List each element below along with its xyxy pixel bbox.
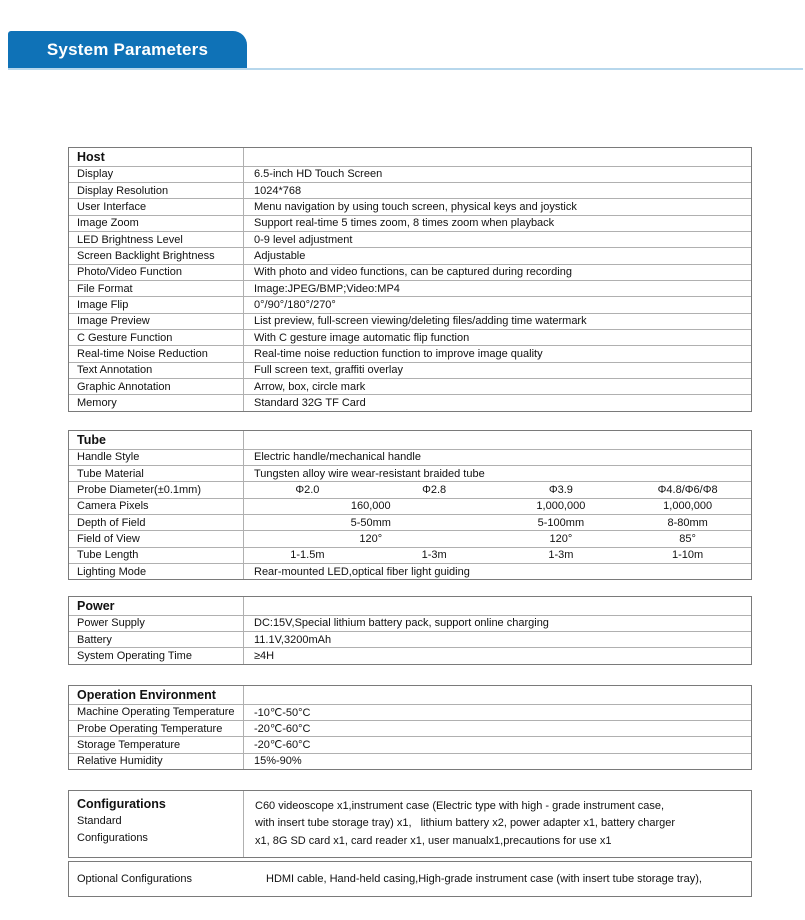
section-header-row (69, 597, 751, 615)
table-row (69, 736, 751, 752)
spec-label: Tube Material (69, 466, 244, 481)
spec-value-line: x1, 8G SD card x1, card reader x1, user manualx1,precautions for use x1 (255, 834, 612, 847)
spec-label: Lighting Mode (69, 564, 244, 579)
standard-configurations-row (69, 791, 751, 857)
grid-cell: 1-3m (548, 549, 574, 562)
table-row (69, 231, 751, 247)
spec-value: 15%-90% (254, 755, 302, 768)
header-empty-cell (244, 597, 751, 615)
spec-value: 0°/90°/180°/270° (254, 298, 336, 311)
spec-value: Adjustable (254, 249, 306, 262)
spec-value: Electric handle/mechanical handle (254, 451, 421, 464)
table-row (69, 514, 751, 530)
table-row (69, 615, 751, 631)
section-title-configurations: Configurations (77, 797, 166, 811)
host-section (68, 147, 752, 412)
table-row (69, 215, 751, 231)
grid-cell: 160,000 (350, 500, 391, 513)
spec-label: Text Annotation (69, 363, 244, 378)
spec-label: System Operating Time (69, 648, 244, 663)
spec-label: Storage Temperature (69, 737, 244, 752)
power-section (68, 596, 752, 665)
table-row (69, 563, 751, 579)
spec-label: Handle Style (69, 450, 244, 465)
spec-grid-values (244, 548, 751, 563)
spec-label (69, 791, 244, 857)
table-row (69, 631, 751, 647)
spec-label: Relative Humidity (69, 754, 244, 769)
table-row (69, 720, 751, 736)
table-row (69, 264, 751, 280)
grid-cell: 85° (679, 532, 696, 545)
spec-label: Probe Diameter(±0.1mm) (69, 482, 244, 497)
spec-label: Graphic Annotation (69, 379, 244, 394)
section-title-tube: Tube (69, 431, 244, 449)
table-row (69, 449, 751, 465)
spec-label: Tube Length (69, 548, 244, 563)
spec-label: User Interface (69, 199, 244, 214)
spec-value: Menu navigation by using touch screen, physical keys and joystick (254, 200, 577, 213)
grid-cell: 5-100mm (537, 516, 585, 529)
page-title: System Parameters (46, 39, 209, 59)
grid-cell: Φ2.0 (295, 483, 320, 496)
spec-value: 11.1V,3200mAh (254, 633, 332, 646)
header-empty-cell (244, 686, 751, 704)
spec-value: HDMI cable, Hand-held casing,High-grade instrument case (with insert tube storage tray), (266, 873, 702, 885)
section-header-row (69, 431, 751, 449)
table-row (69, 198, 751, 214)
spec-value: -20℃-60°C (254, 739, 311, 752)
optional-configurations-section (68, 861, 752, 897)
grid-cell: 1-1.5m (290, 549, 325, 562)
table-row (69, 547, 751, 563)
spec-label: Battery (69, 632, 244, 647)
table-row (69, 296, 751, 312)
spec-value: Image:JPEG/BMP;Video:MP4 (254, 282, 400, 295)
spec-label: Real-time Noise Reduction (69, 346, 244, 361)
header-empty-cell (244, 148, 751, 166)
header-empty-cell (244, 431, 751, 449)
table-row (69, 329, 751, 345)
spec-grid-values (244, 482, 751, 497)
grid-cell: 120° (549, 532, 573, 545)
spec-value: Support real-time 5 times zoom, 8 times zoom when playback (254, 217, 555, 230)
table-row (69, 280, 751, 296)
table-row (69, 362, 751, 378)
grid-cell: 1,000,000 (663, 500, 713, 513)
spec-label: Memory (69, 395, 244, 410)
section-header-row (69, 686, 751, 704)
spec-value: Tungsten alloy wire wear-resistant braided tube (254, 467, 485, 480)
table-row (69, 166, 751, 182)
spec-grid-values (244, 531, 751, 546)
table-row (69, 313, 751, 329)
spec-value: 6.5-inch HD Touch Screen (254, 168, 383, 181)
spec-label: File Format (69, 281, 244, 296)
grid-cell: 8-80mm (667, 516, 708, 529)
spec-value-line: C60 videoscope x1,instrument case (Electric type with high - grade instrument case, (255, 799, 665, 812)
spec-value: -20℃-60°C (254, 723, 311, 736)
spec-label: Camera Pixels (69, 499, 244, 514)
table-row (69, 378, 751, 394)
spec-grid-values (244, 515, 751, 530)
banner-underline (8, 68, 803, 70)
grid-cell: Φ3.9 (548, 483, 573, 496)
grid-cell: 1-3m (421, 549, 447, 562)
spec-label: Photo/Video Function (69, 265, 244, 280)
spec-value: Arrow, box, circle mark (254, 380, 366, 393)
section-title-power: Power (69, 597, 244, 615)
table-row (69, 704, 751, 720)
table-row (69, 753, 751, 769)
spec-label: Image Flip (69, 297, 244, 312)
spec-value: Standard 32G TF Card (254, 396, 366, 409)
spec-value-line: with insert tube storage tray) x1, lithium battery x2, power adapter x1, battery charger (255, 817, 676, 830)
table-row (69, 345, 751, 361)
section-title-environment: Operation Environment (69, 686, 244, 704)
spec-value (244, 791, 751, 857)
grid-cell: 5-50mm (350, 516, 391, 529)
grid-cell: 1,000,000 (536, 500, 586, 513)
spec-label-line: Standard (77, 815, 122, 827)
spec-value: -10℃-50°C (254, 706, 311, 719)
spec-label: Optional Configurations (77, 873, 192, 885)
spec-label: Depth of Field (69, 515, 244, 530)
spec-label: Display Resolution (69, 183, 244, 198)
section-title-host: Host (69, 148, 244, 166)
tube-section (68, 430, 752, 580)
configurations-section (68, 790, 752, 858)
table-row (69, 465, 751, 481)
spec-value: 0-9 level adjustment (254, 233, 353, 246)
spec-label: C Gesture Function (69, 330, 244, 345)
table-row (69, 647, 751, 663)
spec-value: With photo and video functions, can be captured during recording (254, 266, 572, 279)
table-row (69, 481, 751, 497)
table-row (69, 182, 751, 198)
section-header-row (69, 148, 751, 166)
spec-value: 1024*768 (254, 184, 302, 197)
spec-label: Image Zoom (69, 216, 244, 231)
spec-label: Power Supply (69, 616, 244, 631)
table-row (69, 530, 751, 546)
spec-label: LED Brightness Level (69, 232, 244, 247)
spec-value: Full screen text, graffiti overlay (254, 364, 403, 377)
spec-value: DC:15V,Special lithium battery pack, support online charging (254, 617, 549, 630)
grid-cell: Φ2.8 (422, 483, 447, 496)
spec-label: Machine Operating Temperature (69, 705, 244, 720)
spec-label: Screen Backlight Brightness (69, 248, 244, 263)
grid-cell: 1-10m (672, 549, 704, 562)
optional-configurations-row (69, 862, 751, 896)
spec-value: With C gesture image automatic flip function (254, 331, 470, 344)
spec-label: Probe Operating Temperature (69, 721, 244, 736)
spec-value: ≥4H (254, 649, 275, 662)
environment-section (68, 685, 752, 770)
table-row (69, 247, 751, 263)
table-row (69, 394, 751, 410)
spec-value: Rear-mounted LED,optical fiber light guiding (254, 565, 470, 578)
grid-cell: Φ4.8/Φ6/Φ8 (657, 483, 718, 496)
spec-value: List preview, full-screen viewing/deleting files/adding time watermark (254, 315, 587, 328)
spec-label: Display (69, 167, 244, 182)
table-row (69, 498, 751, 514)
spec-label: Field of View (69, 531, 244, 546)
section-banner (8, 31, 247, 68)
spec-grid-values (244, 499, 751, 514)
spec-label-line: Configurations (77, 831, 148, 844)
spec-value: Real-time noise reduction function to improve image quality (254, 347, 543, 360)
spec-label: Image Preview (69, 314, 244, 329)
grid-cell: 120° (359, 532, 383, 545)
